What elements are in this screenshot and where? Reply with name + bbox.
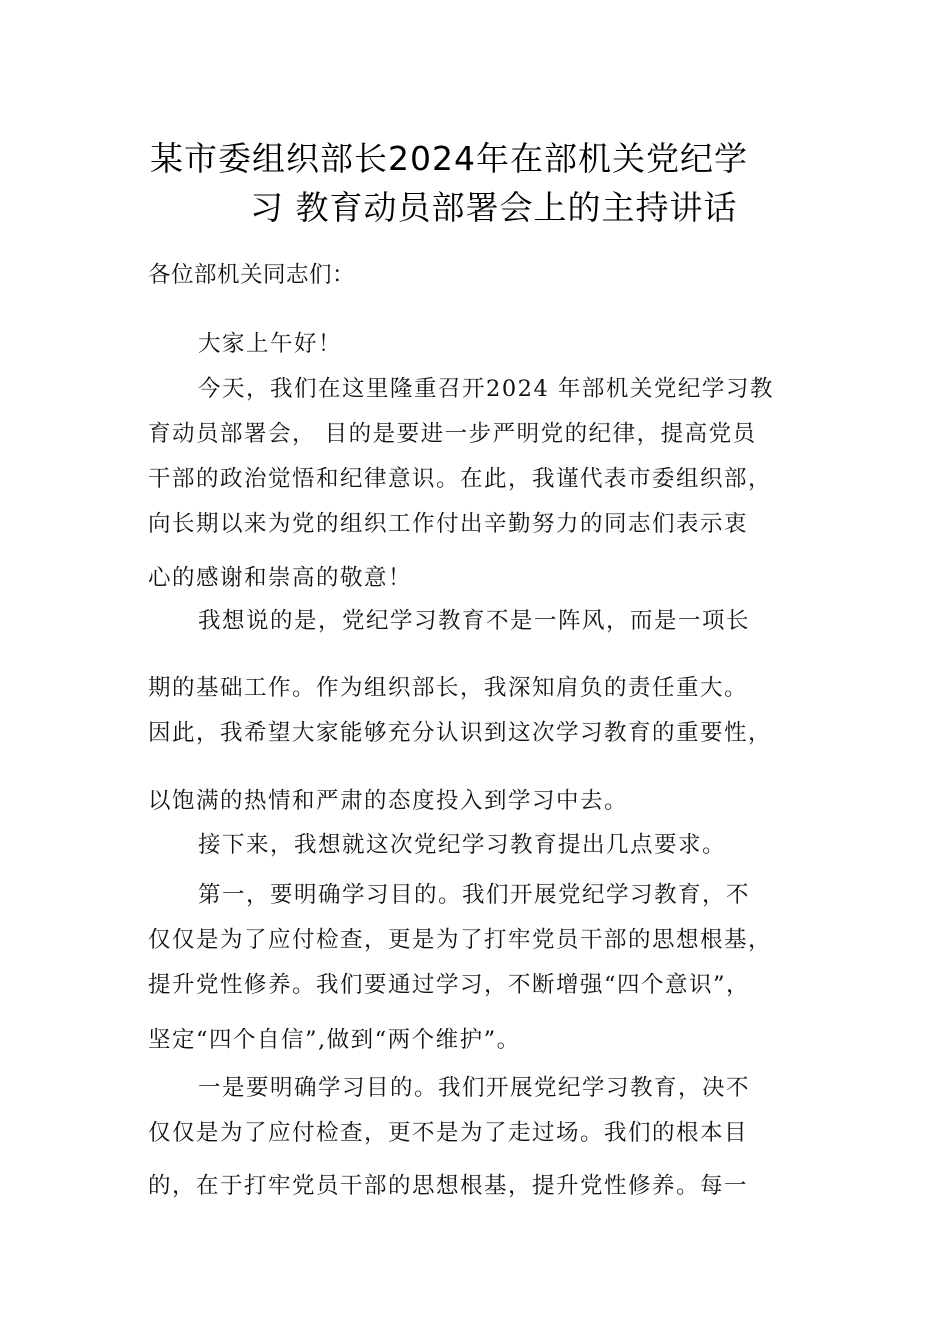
body-line: 仅仅是为了应付检查，更是为了打牢党员干部的思想根基， [148,927,773,953]
body-line: 期的基础工作。作为组织部长，我深知肩负的责任重大。 [148,675,749,701]
body-line: 向长期以来为党的组织工作付出辛勤努力的同志们表示衷 [148,511,749,537]
body-line: 干部的政治觉悟和纪律意识。在此，我谨代表市委组织部， [148,466,773,492]
body-line: 今天，我们在这里隆重召开2024 年部机关党纪学习教 [198,376,774,402]
document-title-line-1: 某市委组织部长2024年在部机关党纪学 [150,139,748,178]
body-line: 仅仅是为了应付检查，更不是为了走过场。我们的根本目 [148,1120,749,1146]
body-line: 接下来，我想就这次党纪学习教育提出几点要求。 [198,832,727,858]
body-line: 的，在于打牢党员干部的思想根基，提升党性修养。每一 [148,1173,749,1199]
body-line: 育动员部署会， 目的是要进一步严明党的纪律，提高党员 [148,421,757,447]
body-line: 大家上午好！ [198,331,343,357]
salutation: 各位部机关同志们： [148,262,356,288]
body-line: 以饱满的热情和严肃的态度投入到学习中去。 [148,788,629,814]
document-title-line-2: 习 教育动员部署会上的主持讲话 [250,188,738,227]
body-line: 因此，我希望大家能够充分认识到这次学习教育的重要性， [148,720,773,746]
body-line: 一是要明确学习目的。我们开展党纪学习教育，决不 [198,1075,751,1101]
body-line: 第一，要明确学习目的。我们开展党纪学习教育，不 [198,882,751,908]
body-line: 坚定“四个自信”,做到“两个维护”。 [148,1027,521,1053]
body-line: 我想说的是，党纪学习教育不是一阵风，而是一项长 [198,608,751,634]
body-line: 提升党性修养。我们要通过学习，不断增强“四个意识”， [148,972,751,998]
body-line: 心的感谢和崇高的敬意！ [148,565,413,591]
